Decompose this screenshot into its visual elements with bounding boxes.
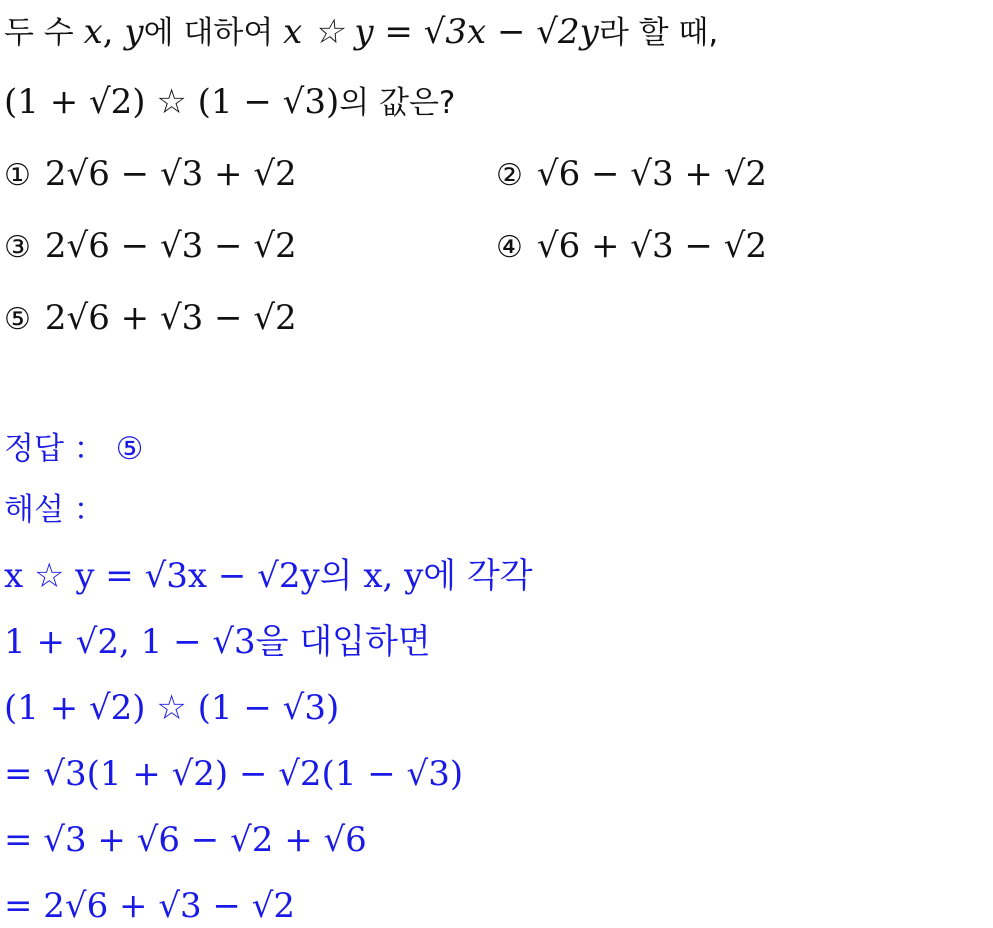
choice-5[interactable] — [4, 298, 297, 338]
solution-line-6: = 2√6 + √3 − √2 — [4, 886, 296, 926]
variable-x: x — [83, 12, 103, 52]
choice-2-text: √6 − √3 + √2 — [536, 154, 768, 194]
question-text-pre: 두 수 — [4, 15, 84, 51]
choice-2-number: ② — [496, 158, 523, 193]
solution-line-1: x ☆ y = √3x − √2y의 x, y에 각각 — [4, 556, 533, 596]
answer-value: ⑤ — [115, 431, 144, 467]
choice-5-text: 2√6 + √3 − √2 — [44, 298, 297, 338]
solution-label: 해설 ： — [4, 492, 105, 528]
choice-4[interactable] — [496, 226, 767, 268]
choice-1-number: ① — [4, 158, 31, 193]
answer-line — [4, 428, 143, 468]
comma: , — [102, 12, 125, 52]
choice-3-text: 2√6 − √3 − √2 — [44, 226, 297, 266]
operation-definition: x ☆ y = √3x − √2y — [283, 12, 599, 52]
question-text-mid: 에 대하여 — [143, 15, 284, 51]
question-expression: (1 + √2) ☆ (1 − √3) — [4, 82, 340, 122]
solution-line-3: (1 + √2) ☆ (1 − √3) — [4, 688, 340, 728]
choices-row-3 — [4, 298, 297, 338]
solution-line-2: 1 + √2, 1 − √3을 대입하면 — [4, 622, 431, 662]
solution-line-4: = √3(1 + √2) − √2(1 − √3) — [4, 754, 464, 794]
choices-row-1 — [4, 154, 768, 194]
choice-4-text: √6 + √3 − √2 — [536, 226, 768, 266]
question-text-ask: 의 값은? — [339, 85, 456, 121]
question-line-1 — [4, 12, 718, 52]
variable-y: y — [124, 12, 144, 52]
solution-line-5: = √3 + √6 − √2 + √6 — [4, 820, 367, 860]
choices-row-2 — [4, 226, 768, 266]
choice-3[interactable] — [4, 226, 297, 266]
choice-5-number: ⑤ — [4, 302, 31, 337]
question-line-2 — [4, 82, 455, 122]
question-text-post: 라 할 때, — [598, 15, 719, 51]
choice-2[interactable] — [496, 154, 767, 196]
choice-1[interactable] — [4, 154, 297, 194]
choice-1-text: 2√6 − √3 + √2 — [44, 154, 297, 194]
answer-label: 정답 ： — [4, 431, 105, 467]
choice-4-number: ④ — [496, 230, 523, 265]
choice-3-number: ③ — [4, 230, 31, 265]
